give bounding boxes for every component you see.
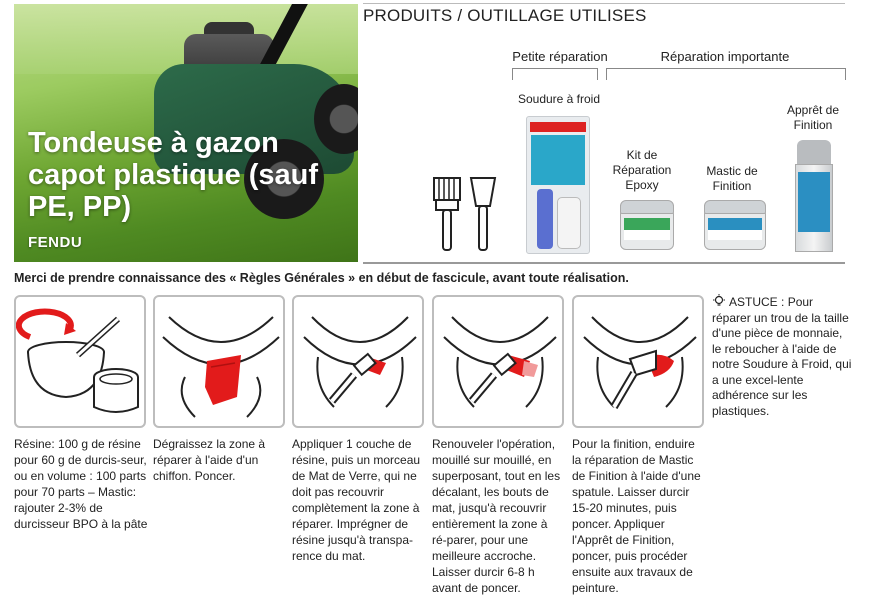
product-label-epoxy-kit: Kit de Réparation Epoxy bbox=[612, 148, 672, 192]
epoxy-jar-image bbox=[620, 200, 674, 250]
filler-jar-image bbox=[704, 200, 766, 250]
step-1-text: Résine: 100 g de résine pour 60 g de durcis-seur, ou en volume : 100 parts pour 70 parts – Mastic: rajouter 2-3% de durcisseur BPO à la pâte bbox=[14, 437, 148, 531]
step-2-text: Dégraissez la zone à réparer à l'aide d'un chiffon. Poncer. bbox=[153, 437, 266, 483]
group-label-major-repair: Réparation importante bbox=[660, 49, 790, 64]
products-section-title: PRODUITS / OUTILLAGE UTILISES bbox=[363, 6, 647, 25]
step-1-illustration bbox=[14, 295, 146, 428]
hero-title: Tondeuse à gazon capot plastique (sauf PE, PP) bbox=[28, 127, 319, 223]
section-top-rule bbox=[363, 3, 845, 4]
group-bracket-small bbox=[512, 68, 598, 80]
brush-layer-icon bbox=[434, 297, 564, 428]
general-rules-notice: Merci de prendre connaissance des « Règles Générales » en début de fascicule, avant toute réalisation. bbox=[14, 271, 629, 285]
degrease-cloth-icon bbox=[155, 297, 285, 428]
group-bracket-major bbox=[606, 68, 846, 80]
hero-photo bbox=[14, 4, 358, 262]
step-4-text: Renouveler l'opération, mouillé sur mouillé, en superposant, tout en les décalant, les bouts de mat, jusqu'à recouvrir entièrement la zone à ré-parer, pour une meilleure accroche. Laisser durcir 6-8 h avant de poncer. bbox=[432, 437, 561, 595]
primer-can-image bbox=[795, 140, 833, 252]
spatula-filler-icon bbox=[574, 297, 704, 428]
tip-box bbox=[712, 294, 852, 419]
hero-subtitle: FENDU bbox=[28, 234, 83, 251]
step-3-text: Appliquer 1 couche de résine, puis un morceau de Mat de Verre, qui ne doit pas recouvrir complètement la zone à réparer. Imprégner de résine jusqu'à transpa-rence du mat. bbox=[292, 437, 421, 563]
section-bottom-rule bbox=[363, 262, 845, 264]
product-label-primer: Apprêt de Finition bbox=[786, 103, 840, 132]
lightbulb-icon bbox=[712, 294, 726, 308]
product-label-filler: Mastic de Finition bbox=[706, 164, 758, 193]
step-2-illustration bbox=[153, 295, 285, 428]
mixing-bowl-icon bbox=[16, 297, 146, 428]
tip-text: Pour réparer un trou de la taille d'une pièce de monnaie, le reboucher à l'aide de notre Soudure à Froid, qui a une excel-lente adhérence sur les plastiques. bbox=[712, 295, 852, 418]
step-4-illustration bbox=[432, 295, 564, 428]
spatula-icon bbox=[468, 176, 498, 254]
cold-weld-pack-image bbox=[526, 116, 590, 254]
product-label-cold-weld: Soudure à froid bbox=[517, 92, 601, 106]
step-5-text: Pour la finition, enduire la réparation de Mastic de Finition à l'aide d'une spatule. Laisser durcir 15-20 minutes, puis poncer. Appliquer l'Apprêt de Finition, poncer, puis procéder ensuite aux travaux de peinture. bbox=[572, 437, 701, 595]
brush-icon bbox=[430, 176, 464, 254]
tip-label: ASTUCE : bbox=[729, 295, 785, 309]
group-label-small-repair: Petite réparation bbox=[512, 49, 608, 64]
step-3-illustration bbox=[292, 295, 424, 428]
step-5-illustration bbox=[572, 295, 704, 428]
brush-resin-icon bbox=[294, 297, 424, 428]
